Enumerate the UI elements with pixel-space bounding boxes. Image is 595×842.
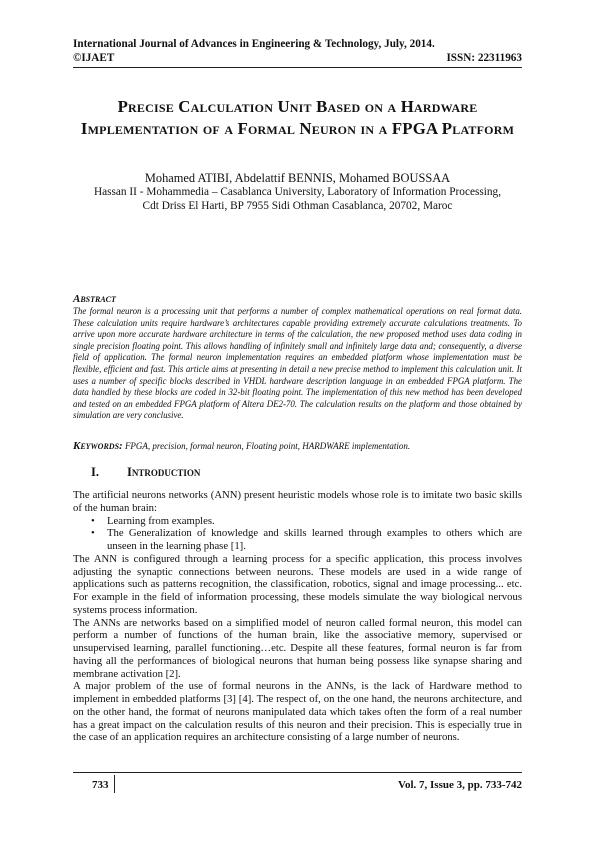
footer-separator: [114, 775, 115, 793]
paragraph: A major problem of the use of formal neurons in the ANNs, is the lack of Hardware method to implement in embedded platforms [3] [4]. The respect of, on the one hand, the neurons architecture, and on the other hand, the format of neurons manipulated data which takes often the form of a real number has a great impact on the calculation results of this neuron and their precision. This is especially true in the case of an application requires an architecture consisting of a large number of neurons.: [73, 680, 522, 744]
header-divider: [73, 67, 522, 68]
section-title: Introduction: [127, 465, 201, 479]
header-row: [73, 52, 522, 64]
paragraph: The artificial neurons networks (ANN) present heuristic models whose role is to imitate two basic skills of the human brain:: [73, 489, 522, 514]
affiliation-line-1: Hassan II - Mohammedia – Casablanca University, Laboratory of Information Processing,: [93, 186, 502, 198]
copyright-label: ©IJAET: [73, 52, 115, 64]
keywords-text: FPGA, precision, formal neuron, Floating point, HARDWARE implementation.: [124, 441, 411, 451]
section-number: I.: [91, 465, 100, 479]
paragraph: The ANNs are networks based on a simplified model of neuron called formal neuron, this model can perform a number of functions of the human brain, like the associative memory, supervised or unsupervised learning, parallel functioning…etc. Despite all these features, formal neuron is far from having all the performances of biological neurons that human being possess like synapse sharing and membrane activation [2].: [73, 616, 522, 680]
abstract-text: The formal neuron is a processing unit that performs a number of complex mathematical operations on real format data. These calculation units require hardware’s architectures capable providing extremely accurate calculations treatments. To arrive upon more accurate hardware architecture in terms of the calculation, the new proposed method uses data coding in single precision floating point. This allows handling of infinitely small and infinitely large data and; consequently, a diverse field of application. The formal neuron implementation requires an embedded platform whose implementation must be flexible, efficient and fast. This article aims at presenting in detail a new precise method to implement this calculation unit. It uses a number of specific blocks described in VHDL hardware description language in an embedded FPGA platform. The data handled by these blocks are coded in 32-bit floating point. The implementation of this new method has been developed and tested on an embedded FPGA platform of Altera DE2-70. The calculation results on the platform and those obtained by simulation are very conclusive.: [73, 306, 522, 421]
bullet-list: [73, 515, 522, 553]
list-item: • The Generalization of knowledge and skills learned through examples to others which are unseen in the learning phase [1].: [107, 527, 522, 553]
authors: Mohamed ATIBI, Abdelattif BENNIS, Mohamed BOUSSAA: [144, 171, 451, 185]
section-heading: [73, 465, 200, 480]
list-item: • Learning from examples.: [107, 515, 522, 528]
keywords: [73, 440, 522, 452]
footer-divider: [73, 772, 522, 773]
page-number: 733: [92, 779, 109, 791]
body-text: [73, 489, 522, 744]
affiliation: [73, 185, 522, 213]
affiliation-line-2: Cdt Driss El Harti, BP 7955 Sidi Othman Casablanca, 20702, Maroc: [142, 200, 453, 212]
abstract-heading: Abstract: [73, 293, 116, 305]
paper-title: Precise Calculation Unit Based on a Hardware Implementation of a Formal Neuron in a FPGA Platform: [80, 97, 515, 138]
volume-info: Vol. 7, Issue 3, pp. 733-742: [398, 779, 522, 791]
journal-header: International Journal of Advances in Engineering & Technology, July, 2014.: [73, 38, 435, 50]
keywords-label: Keywords:: [73, 440, 123, 452]
paragraph: The ANN is configured through a learning process for a specific application, this process involves adjusting the synaptic connections between neurons. These models are used in a wide range of applications such as patterns recognition, the classification, robotics, signal and image processing... etc. For example in the field of information processing, these models simulate the way biological nervous systems process information.: [73, 552, 522, 616]
issn-label: ISSN: 22311963: [446, 52, 522, 64]
